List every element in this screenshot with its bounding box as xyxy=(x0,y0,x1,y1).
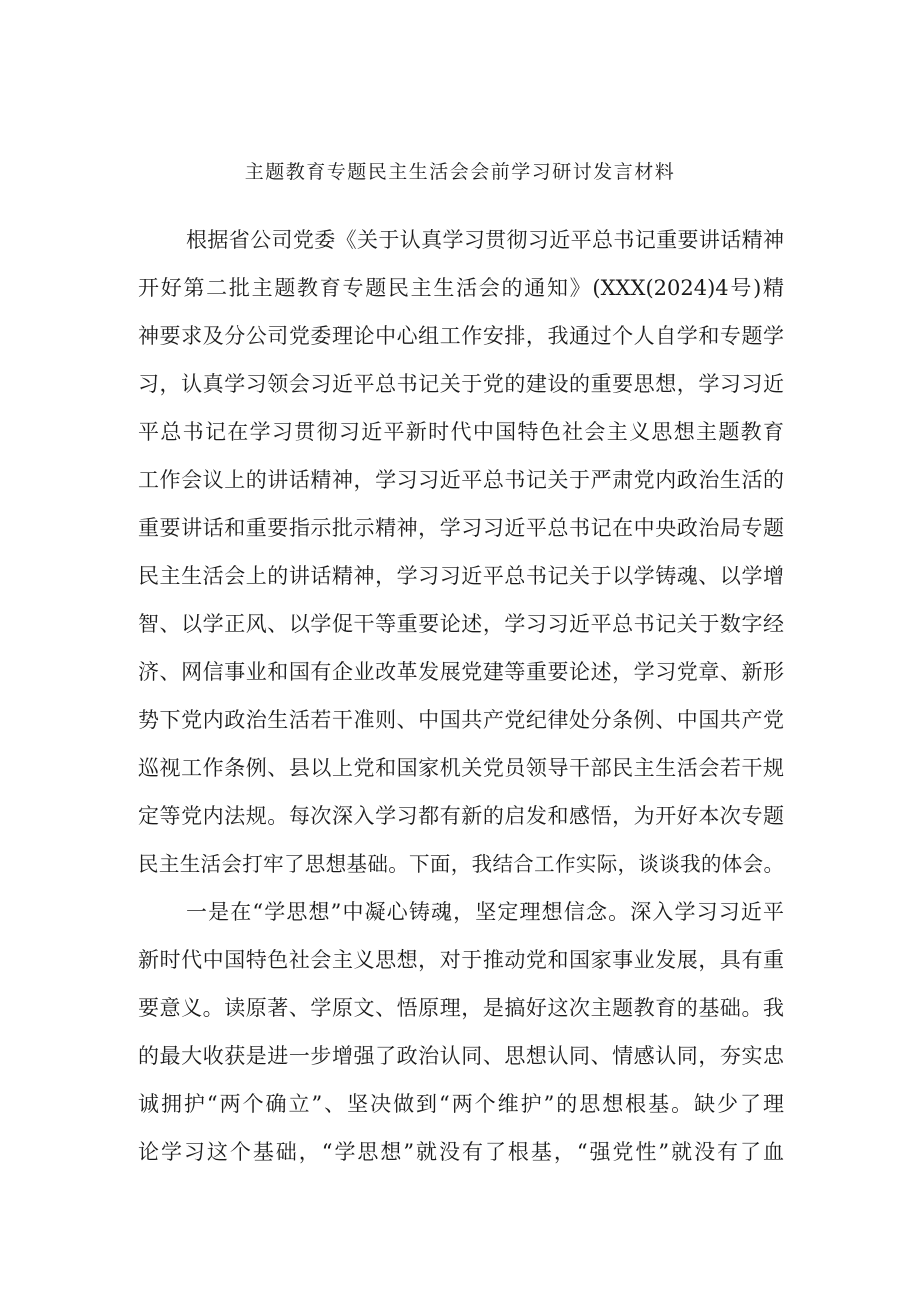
paragraph-1-line-10: 济、网信事业和国有企业改革发展党建等重要论述，学习党章、新形 xyxy=(138,660,784,684)
paragraph-2-line-6: 论学习这个基础，“学思想”就没有了根基，“强党性”就没有了血 xyxy=(138,1140,784,1164)
paragraph-1-line-11: 势下党内政治生活若干准则、中国共产党纪律处分条例、中国共产党 xyxy=(138,708,784,732)
paragraph-2-line-5: 诚拥护“两个确立”、坚决做到“两个维护”的思想根基。缺少了理 xyxy=(138,1092,784,1116)
paragraph-1-line-12: 巡视工作条例、县以上党和国家机关党员领导干部民主生活会若干规 xyxy=(138,756,784,780)
paragraph-1-line-6: 工作会议上的讲话精神，学习习近平总书记关于严肃党内政治生活的 xyxy=(138,468,784,492)
paragraph-2-line-2: 新时代中国特色社会主义思想，对于推动党和国家事业发展，具有重 xyxy=(138,948,784,972)
paragraph-1-line-7: 重要讲话和重要指示批示精神，学习习近平总书记在中央政治局专题 xyxy=(138,516,784,540)
paragraph-1-line-1: 根据省公司党委《关于认真学习贯彻习近平总书记重要讲话精神 xyxy=(186,228,784,252)
paragraph-1-line-5: 平总书记在学习贯彻习近平新时代中国特色社会主义思想主题教育 xyxy=(138,420,784,444)
paragraph-1-line-2: 开好第二批主题教育专题民主生活会的通知》(XXX(2024)4号)精 xyxy=(138,276,784,300)
paragraph-1-line-3: 神要求及分公司党委理论中心组工作安排，我通过个人自学和专题学 xyxy=(138,324,784,348)
paragraph-1-line-8: 民主生活会上的讲话精神，学习习近平总书记关于以学铸魂、以学增 xyxy=(138,564,784,588)
paragraph-1-line-4: 习，认真学习领会习近平总书记关于党的建设的重要思想，学习习近 xyxy=(138,372,784,396)
document-title: 主题教育专题民主生活会会前学习研讨发言材料 xyxy=(244,161,676,183)
paragraph-1-line-9: 智、以学正风、以学促干等重要论述，学习习近平总书记关于数字经 xyxy=(138,612,784,636)
paragraph-1-line-14: 民主生活会打牢了思想基础。下面，我结合工作实际，谈谈我的体会。 xyxy=(138,852,784,876)
paragraph-2-line-3: 要意义。读原著、学原文、悟原理，是搞好这次主题教育的基础。我 xyxy=(138,996,784,1020)
paragraph-1-line-13: 定等党内法规。每次深入学习都有新的启发和感悟，为开好本次专题 xyxy=(138,804,784,828)
paragraph-2-line-1: 一是在“学思想”中凝心铸魂，坚定理想信念。深入学习习近平 xyxy=(186,900,784,924)
paragraph-2-line-4: 的最大收获是进一步增强了政治认同、思想认同、情感认同，夯实忠 xyxy=(138,1044,784,1068)
